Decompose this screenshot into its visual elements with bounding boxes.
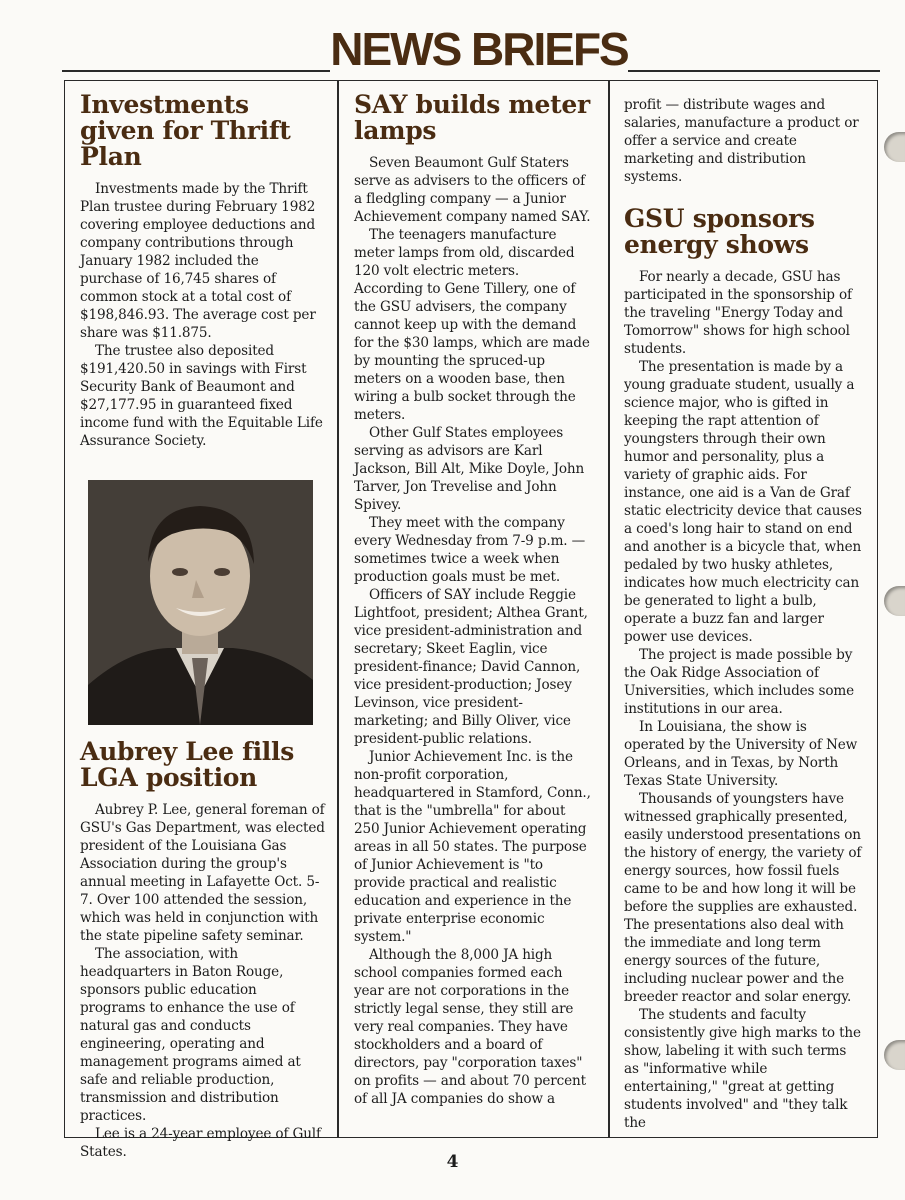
masthead-rule-left: [62, 70, 330, 72]
binder-hole: [884, 586, 905, 616]
article-say-meter-lamps: [354, 92, 592, 1108]
article-paragraph: Other Gulf States employees serving as advisors are Karl Jackson, Bill Alt, Mike Doyle, John Tarver, Jon Trevelise and John Spivey.: [354, 425, 585, 513]
column-middle: [354, 92, 592, 1108]
article-paragraph-continued: profit — distribute wages and salaries, manufacture a product or offer a service and create marketing and distribution systems.: [624, 97, 859, 185]
article-paragraph: The teenagers manufacture meter lamps from old, discarded 120 volt electric meters. According to Gene Tillery, one of the GSU advisers, the company cannot keep up with the demand for the $30 lamps, which are made by mounting the spruced-up meters on a wooden base, then wiring a bulb socket through the meters.: [354, 227, 590, 423]
portrait-photo: [88, 480, 313, 725]
column-left: [80, 92, 325, 1161]
masthead-title: NEWS BRIEFS: [330, 23, 628, 75]
article-paragraph: Junior Achievement Inc. is the non-profit corporation, headquartered in Stamford, Conn., that is the "umbrella" for about 250 Junior Achievement operating areas in all 50 states. The purpose of Junior Achievement is "to provide practical and realistic education and experience in the private enterprise economic system.": [354, 749, 591, 945]
masthead: [0, 22, 905, 78]
article-energy-shows: [624, 206, 862, 1132]
column-right: [624, 96, 862, 1132]
article-paragraph: The association, with headquarters in Baton Rouge, sponsors public education programs to enhance the use of natural gas and conducts engineering, operating and management programs aimed at safe and reliable production, transmission and distribution practices.: [80, 946, 301, 1124]
portrait-illustration: [88, 480, 313, 725]
article-paragraph: The trustee also deposited $191,420.50 in savings with First Security Bank of Beaumont and $27,177.95 in guaranteed fixed income fund with the Equitable Life Assurance Society.: [80, 343, 323, 449]
article-paragraph: The students and faculty consistently give high marks to the show, labeling it with such terms as "informative while entertaining," "great at getting students involved" and "they talk the: [624, 1007, 861, 1131]
article-paragraph: In Louisiana, the show is operated by the University of New Orleans, and in Texas, by North Texas State University.: [624, 719, 858, 789]
article-paragraph: Thousands of youngsters have witnessed graphically presented, easily understood presentations on the history of energy, the variety of energy sources, how fossil fuels came to be and how long it will be before the supplies are exhausted. The presentations also deal with the immediate and long term energy sources of the future, including nuclear power and the breeder reactor and solar energy.: [624, 791, 862, 1005]
page-number: 4: [446, 1152, 459, 1172]
article-paragraph: Aubrey P. Lee, general foreman of GSU's Gas Department, was elected president of the Louisiana Gas Association during the group's annual meeting in Lafayette Oct. 5-7. Over 100 attended the session, which was held in conjunction with the state pipeline safety seminar.: [80, 802, 325, 944]
binder-hole: [884, 132, 905, 162]
article-paragraph: Although the 8,000 JA high school companies formed each year are not corporations in the strictly legal sense, they still are very real companies. They have stockholders and a board of directors, pay "corporation taxes" on profits — and about 70 percent of all JA companies do show a: [354, 947, 586, 1107]
article-heading: Aubrey Lee fills LGA position: [80, 737, 294, 792]
article-thrift-plan: [80, 92, 325, 450]
article-paragraph: Seven Beaumont Gulf Staters serve as advisers to the officers of a fledgling company — a Junior Achievement company named SAY.: [354, 155, 591, 225]
article-heading: GSU sponsors energy shows: [624, 204, 815, 259]
article-paragraph: Investments made by the Thrift Plan trustee during February 1982 covering employee deductions and company contributions through January 1982 included the purchase of 16,745 shares of common stock at a total cost of $198,846.93. The average cost per share was $11.875.: [80, 181, 316, 341]
article-heading: Investments given for Thrift Plan: [80, 90, 291, 171]
column-divider: [337, 80, 339, 1138]
masthead-rule-right: [628, 70, 880, 72]
binder-hole: [884, 1040, 905, 1070]
article-paragraph: They meet with the company every Wednesday from 7-9 p.m. — sometimes twice a week when production goals must be met.: [354, 515, 586, 585]
article-heading: SAY builds meter lamps: [354, 90, 590, 145]
article-paragraph: Officers of SAY include Reggie Lightfoot, president; Althea Grant, vice president-administration and secretary; Skeet Eaglin, vice president-finance; David Cannon, vice president-production; Josey Levinson, vice president-marketing; and Billy Oliver, vice president-public relations.: [354, 587, 588, 747]
article-aubrey-lee: [80, 739, 325, 1161]
article-paragraph: For nearly a decade, GSU has participated in the sponsorship of the traveling "Energy Today and Tomorrow" shows for high school students.: [624, 269, 852, 357]
column-divider: [608, 80, 610, 1138]
article-paragraph: The project is made possible by the Oak Ridge Association of Universities, which includes some institutions in our area.: [624, 647, 855, 717]
article-paragraph: The presentation is made by a young graduate student, usually a science major, who is gifted in keeping the rapt attention of youngsters through their own humor and personality, plus a variety of graphic aids. For instance, one aid is a Van de Graf static electricity device that causes a coed's long hair to stand on end and another is a bicycle that, when pedaled by two husky athletes, indicates how much electricity can be generated to light a bulb, operate a buzz fan and larger power use devices.: [624, 359, 862, 645]
article-paragraph: Lee is a 24-year employee of Gulf States.: [80, 1126, 321, 1160]
